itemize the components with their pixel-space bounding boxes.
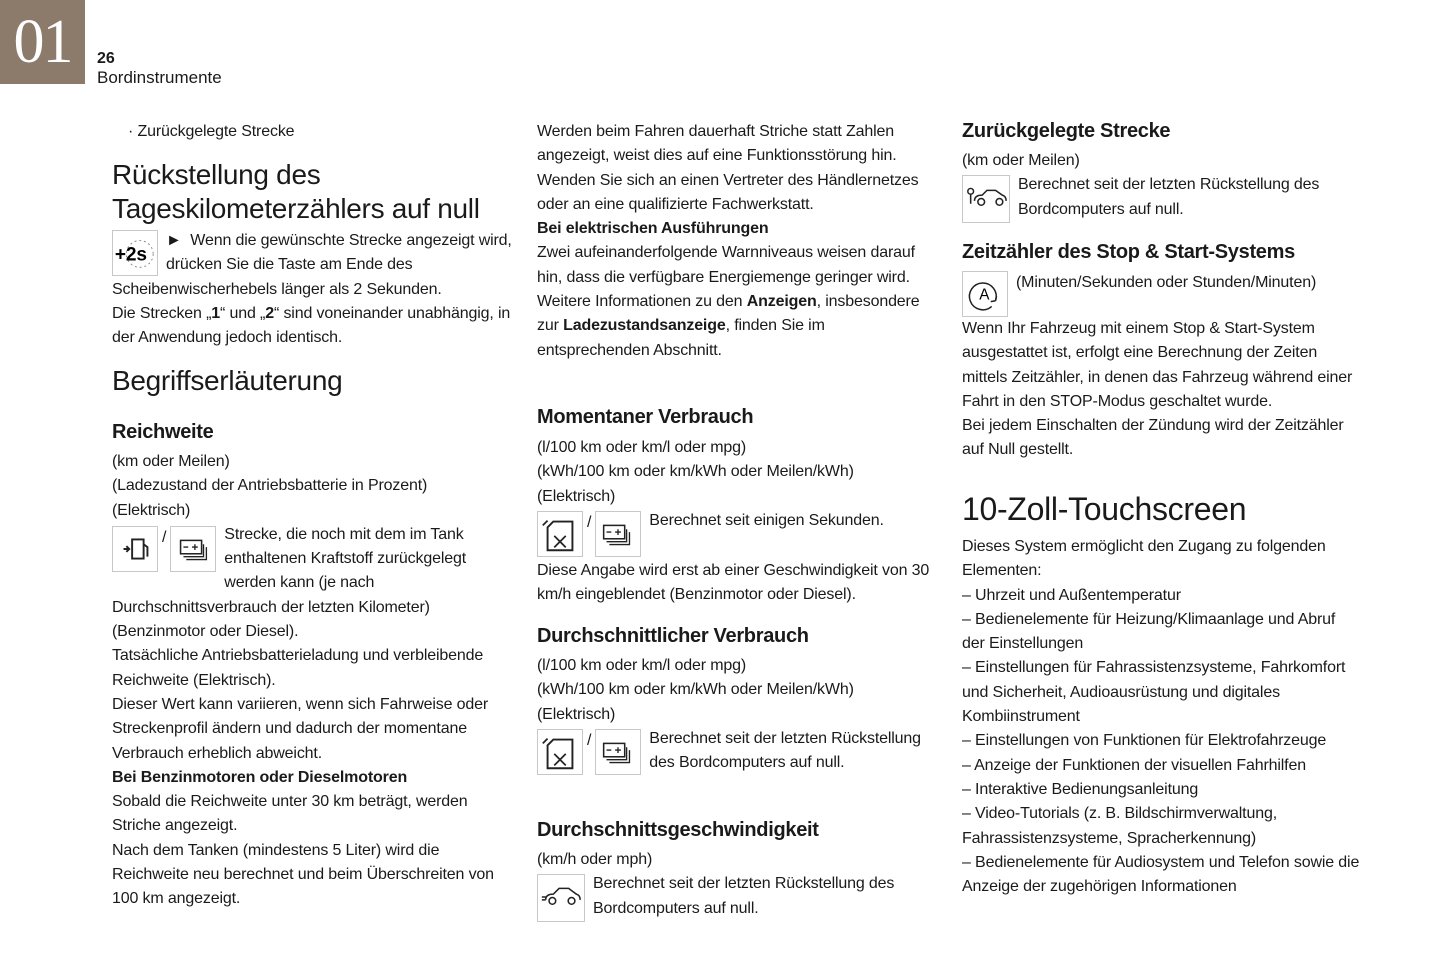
distance-heading: Zurückgelegte Strecke <box>962 120 1171 142</box>
svg-text:A: A <box>979 286 990 304</box>
reset-paragraph <box>112 229 512 350</box>
list-item: – Video-Tutorials (z. B. Bildschirmverwaltung, Fahrassistenzsysteme, Spracherkennung) <box>962 805 1277 847</box>
instant-consumption-heading: Momentaner Verbrauch <box>537 406 754 428</box>
bullet-item: · Zurückgelegte Strecke <box>128 123 295 140</box>
range-text: Sobald die Reichweite unter 30 km beträgt, werden Striche angezeigt. <box>112 793 468 835</box>
range-unit: (Ladezustand der Antriebsbatterie in Prozent) <box>112 477 428 495</box>
fuel-pump-icon <box>112 526 158 572</box>
battery-icon <box>595 511 641 557</box>
car-speed-icon <box>537 874 585 922</box>
distance-paragraph <box>962 149 1362 223</box>
stop-start-paragraph <box>962 271 1362 463</box>
range-description: Strecke, die noch mit dem im Tank enthaltenen Kraftstoff zurückgelegt werden kann (je nach Durchschnittsverbrauch der letzten Kilometer) (Benzinmotor oder Diesel). <box>112 525 467 641</box>
list-item: – Anzeige der Funktionen der visuellen Fahrhilfen <box>962 756 1306 774</box>
malfunction-paragraph <box>537 120 937 363</box>
range-text: Dieser Wert kann variieren, wenn sich Fahrweise oder Streckenprofil ändern und dadurch der momentane Verbrauch erheblich abweicht. <box>112 695 489 762</box>
range-unit: (km oder Meilen) <box>112 453 230 470</box>
list-item: – Interaktive Bedienungsanleitung <box>962 780 1199 798</box>
list-item: – Bedienelemente für Heizung/Klimaanlage und Abruf der Einstellungen <box>962 610 1336 653</box>
stop-start-icon <box>962 271 1008 317</box>
touchscreen-paragraph <box>962 535 1362 899</box>
electric-subheading: Bei elektrischen Ausführungen <box>537 220 769 238</box>
text: Wenn Ihr Fahrzeug mit einem Stop & Start-System ausgestattet ist, erfolgt eine Berechnung der Zeiten mittels Zeitzähler, in denen das Fahrzeug während einer Fahrt in den STOP-Modus geschaltet wurde. <box>962 320 1353 410</box>
range-subheading: Bei Benzinmotoren oder Dieselmotoren <box>112 768 408 786</box>
section-title: Bordinstrumente <box>97 68 222 87</box>
list-item: – Einstellungen von Funktionen für Elektrofahrzeuge <box>962 732 1327 750</box>
description: Berechnet seit der letzten Rückstellung des Bordcomputers auf null. <box>649 729 921 772</box>
fuel-can-icon <box>537 729 583 775</box>
battery-icon <box>170 526 216 572</box>
slash: / <box>162 528 167 546</box>
terms-heading: Begriffserläuterung <box>112 365 343 396</box>
range-unit: (Elektrisch) <box>112 501 191 519</box>
consumption-icons <box>537 729 641 775</box>
unit-text: (km/h oder mph) <box>537 851 653 868</box>
text: Diese Angabe wird erst ab einer Geschwindigkeit von 30 km/h eingeblendet (Benzinmotor oder Diesel). <box>537 561 930 604</box>
range-paragraph <box>112 450 512 912</box>
reset-text: Wenn die gewünschte Strecke angezeigt wird, drücken Sie die Taste am Ende des Scheibenwischerhebels länger als 2 Sekunden. <box>112 232 512 298</box>
text: Dieses System ermöglicht den Zugang zu folgenden Elementen: <box>962 538 1326 580</box>
touchscreen-heading: 10-Zoll-Touchscreen <box>962 491 1247 527</box>
unit-text: (l/100 km oder km/l oder mpg) <box>537 657 747 674</box>
unit-text: (km oder Meilen) <box>962 152 1080 169</box>
description: (Minuten/Sekunden oder Stunden/Minuten) <box>1016 274 1317 291</box>
unit-text: (kWh/100 km oder km/kWh oder Meilen/kWh) <box>537 463 854 481</box>
avg-consumption-paragraph <box>537 654 937 775</box>
instant-consumption-paragraph <box>537 436 937 607</box>
list-item: – Einstellungen für Fahrassistenzsysteme, Fahrkomfort und Sicherheit, Audioausrüstung und digitales Kombiinstrument <box>962 659 1346 726</box>
consumption-icons <box>537 511 641 557</box>
list-item: – Uhrzeit und Außentemperatur <box>962 586 1181 604</box>
avg-consumption-heading: Durchschnittlicher Verbrauch <box>537 625 809 647</box>
list-item: – Bedienelemente für Audiosystem und Telefon sowie die Anzeige der zugehörigen Informationen <box>962 853 1360 896</box>
page-number: 26 <box>97 50 115 67</box>
slash: / <box>587 731 592 749</box>
range-icons <box>112 526 216 572</box>
text: Bei jedem Einschalten der Zündung wird der Zeitzähler auf Null gestellt. <box>962 417 1344 459</box>
reset-heading: Rückstellung des Tageskilometerzählers auf null <box>112 159 480 224</box>
range-heading: Reichweite <box>112 421 214 443</box>
stop-start-heading: Zeitzähler des Stop & Start-Systems <box>962 241 1295 263</box>
reset-text-2: Die Strecken „1“ und „2“ sind voneinander unabhängig, in der Anwendung jedoch identisch. <box>112 304 511 347</box>
unit-text: (Elektrisch) <box>537 705 616 723</box>
unit-text: (l/100 km oder km/l oder mpg) <box>537 439 747 456</box>
avg-speed-heading: Durchschnittsgeschwindigkeit <box>537 819 819 841</box>
svg-text:+2s: +2s <box>114 244 147 266</box>
description: Berechnet seit einigen Sekunden. <box>649 511 884 529</box>
unit-text: (kWh/100 km oder km/kWh oder Meilen/kWh) <box>537 681 854 699</box>
arrow-icon: ► <box>166 232 182 249</box>
text: Werden beim Fahren dauerhaft Striche statt Zahlen angezeigt, weist dies auf eine Funktionsstörung hin. Wenden Sie sich an einen Vertreter des Händlernetzes oder an eine qualifizierte Fachwerkstatt. <box>537 123 919 213</box>
range-text: Tatsächliche Antriebsbatterieladung und verbleibende Reichweite (Elektrisch). <box>112 647 484 689</box>
text: Zwei aufeinanderfolgende Warnniveaus weisen darauf hin, dass die verfügbare Energiemenge geringer wird. <box>537 244 915 286</box>
battery-icon <box>595 729 641 775</box>
fuel-can-icon <box>537 511 583 557</box>
description: Berechnet seit der letzten Rückstellung des Bordcomputers auf null. <box>1018 176 1320 218</box>
description: Berechnet seit der letzten Rückstellung des Bordcomputers auf null. <box>593 875 895 917</box>
unit-text: (Elektrisch) <box>537 487 616 505</box>
range-text: Nach dem Tanken (mindestens 5 Liter) wird die Reichweite neu berechnet und beim Überschreiten von 100 km angezeigt. <box>112 841 494 908</box>
timer-2s-icon <box>112 230 158 276</box>
avg-speed-paragraph <box>537 848 937 922</box>
bullet-text: Zurückgelegte Strecke <box>137 123 295 140</box>
more-info-text: Weitere Informationen zu den Anzeigen, insbesondere zur Ladezustandsanzeige, finden Sie im entsprechenden Abschnitt. <box>537 293 920 359</box>
car-distance-icon <box>962 175 1010 223</box>
chapter-number: 01 <box>0 0 85 84</box>
slash: / <box>587 513 592 531</box>
